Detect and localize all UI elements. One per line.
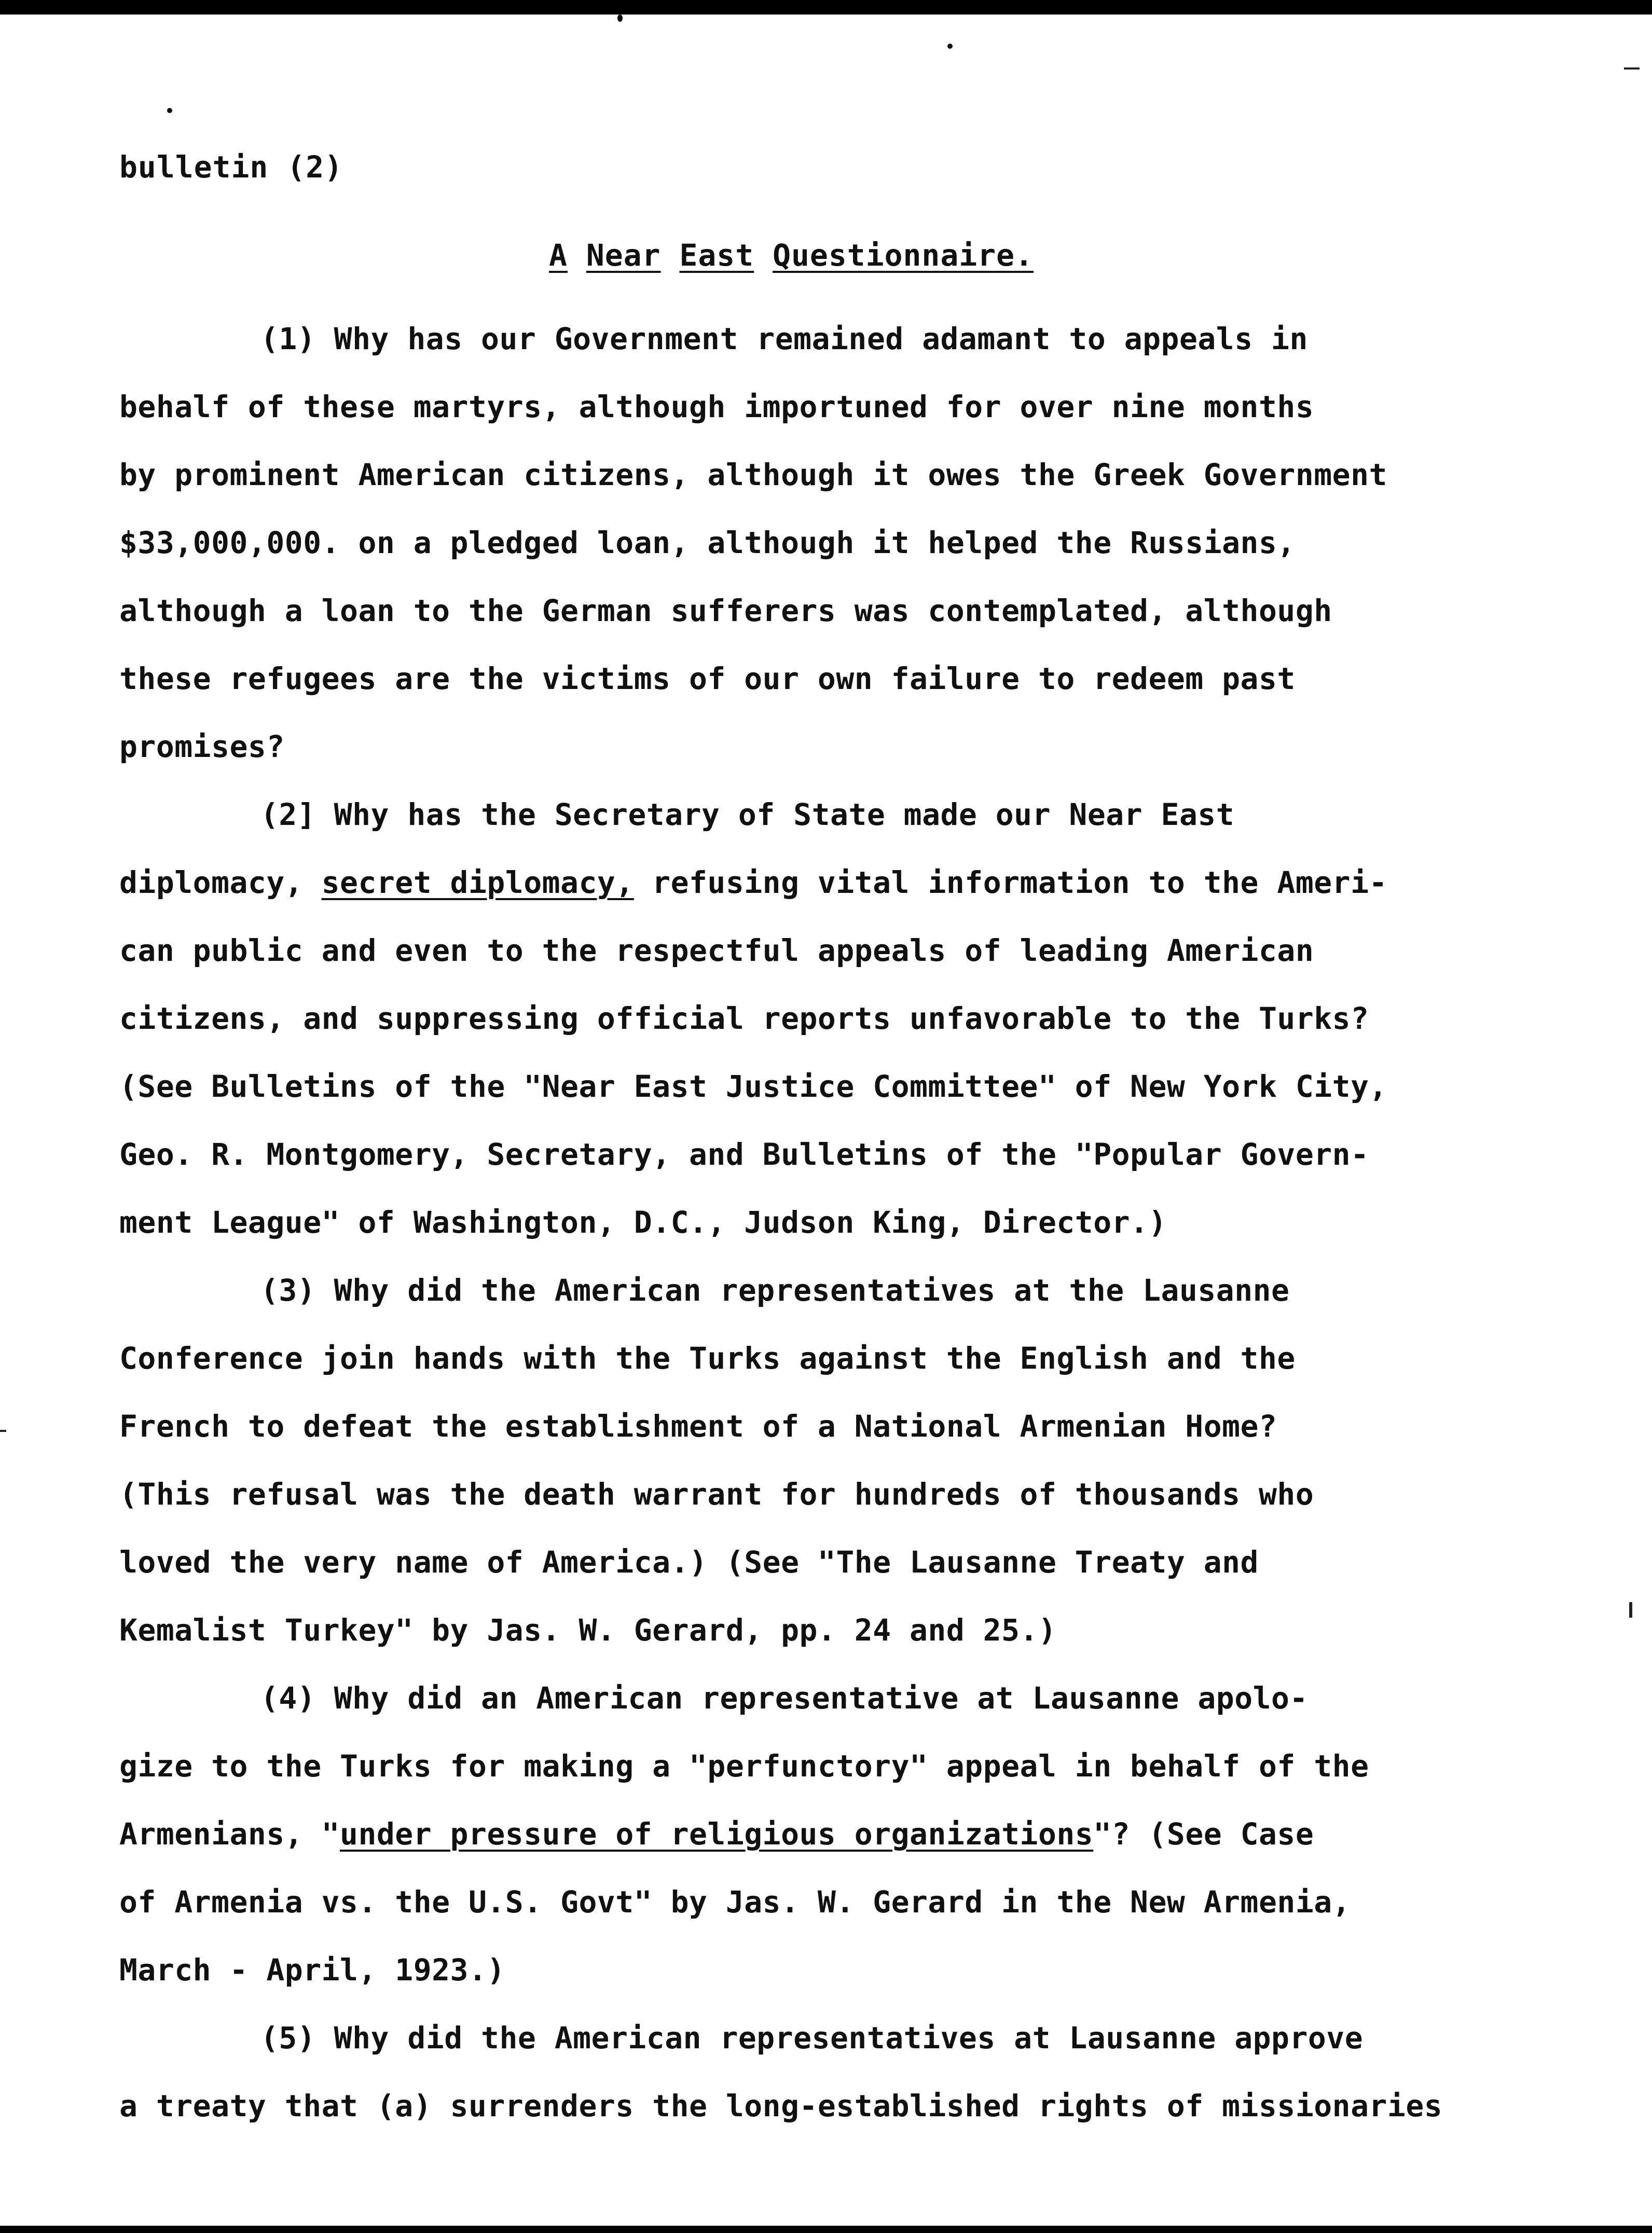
q2-line-2 — [119, 849, 1520, 917]
q3-line-1: (3) Why did the American representatives at the Lausanne — [260, 1273, 1290, 1308]
q2-line-1: (2] Why has the Secretary of State made our Near East — [260, 797, 1235, 832]
q4-line-1: (4) Why did an American representative at Lausanne apolo- — [260, 1680, 1308, 1716]
q1-line-3: by prominent American citizens, although it owes the Greek Government — [119, 457, 1387, 492]
q3-line-5: loved the very name of America.) (See "The Lausanne Treaty and — [119, 1545, 1259, 1580]
q1-line-5: although a loan to the German sufferers was contemplated, although — [119, 593, 1332, 628]
bulletin-header: bulletin (2) — [119, 149, 343, 185]
q5-line-2: a treaty that (a) surrenders the long-established rights of missionaries — [119, 2088, 1443, 2124]
document-page — [0, 15, 1652, 2226]
q4-line-3a: Armenians, " — [119, 1816, 340, 1852]
q1-line-6: these refugees are the victims of our own failure to redeem past — [119, 661, 1296, 696]
q5-line-1: (5) Why did the American representatives at Lausanne approve — [260, 2020, 1364, 2056]
q4-line-4: of Armenia vs. the U.S. Govt" by Jas. W. Gerard in the New Armenia, — [119, 1884, 1351, 1920]
q2-line-7: ment League" of Washington, D.C., Judson King, Director.) — [119, 1205, 1167, 1240]
edge-mark — [1624, 67, 1640, 70]
scan-speck — [617, 15, 623, 22]
edge-mark — [0, 1430, 6, 1432]
q1-line-2: behalf of these martyrs, although importuned for over nine months — [119, 389, 1314, 424]
title-word-near: Near — [586, 238, 661, 273]
q1-line-4: $33,000,000. on a pledged loan, although it helped the Russians, — [119, 525, 1296, 560]
q1-line-7: promises? — [119, 729, 285, 764]
q2-line-3: can public and even to the respectful appeals of leading American — [119, 933, 1314, 968]
title-word-questionnaire — [773, 238, 1034, 273]
edge-mark — [1629, 1602, 1632, 1618]
q4-line-3b: "? (See Case — [1093, 1816, 1314, 1852]
q2-line-4: citizens, and suppressing official reports unfavorable to the Turks? — [119, 1001, 1369, 1036]
q4-line-3 — [119, 1800, 1520, 1868]
q2-line-5: (See Bulletins of the "Near East Justice Committee" of New York City, — [119, 1069, 1387, 1104]
q2-line-2a: diplomacy, — [119, 865, 322, 900]
q3-line-3: French to defeat the establishment of a National Armenian Home? — [119, 1409, 1277, 1444]
scan-speck — [947, 44, 953, 49]
q3-line-6: Kemalist Turkey" by Jas. W. Gerard, pp. 24 and 25.) — [119, 1612, 1057, 1648]
scan-speck — [167, 108, 172, 113]
q4-line-2: gize to the Turks for making a "perfunctory" appeal in behalf of the — [119, 1748, 1369, 1784]
title-questionnaire-text: Questionnaire. — [773, 238, 1034, 273]
q3-line-2: Conference join hands with the Turks against the English and the — [119, 1341, 1296, 1376]
q2-line-2b: refusing vital information to the Ameri- — [634, 865, 1387, 900]
q4-under-pressure: under pressure of religious organizations — [340, 1816, 1094, 1852]
title-word-east: East — [679, 238, 754, 273]
document-body — [119, 305, 1520, 2140]
q4-line-5: March - April, 1923.) — [119, 1952, 505, 1988]
q1-line-1: (1) Why has our Government remained adamant to appeals in — [260, 321, 1308, 356]
q2-secret-diplomacy: secret diplomacy, — [321, 865, 634, 900]
document-title — [549, 238, 1034, 273]
q3-line-4: (This refusal was the death warrant for hundreds of thousands who — [119, 1477, 1314, 1512]
title-word-a: A — [549, 238, 568, 273]
q2-line-6: Geo. R. Montgomery, Secretary, and Bulletins of the "Popular Govern- — [119, 1137, 1369, 1172]
